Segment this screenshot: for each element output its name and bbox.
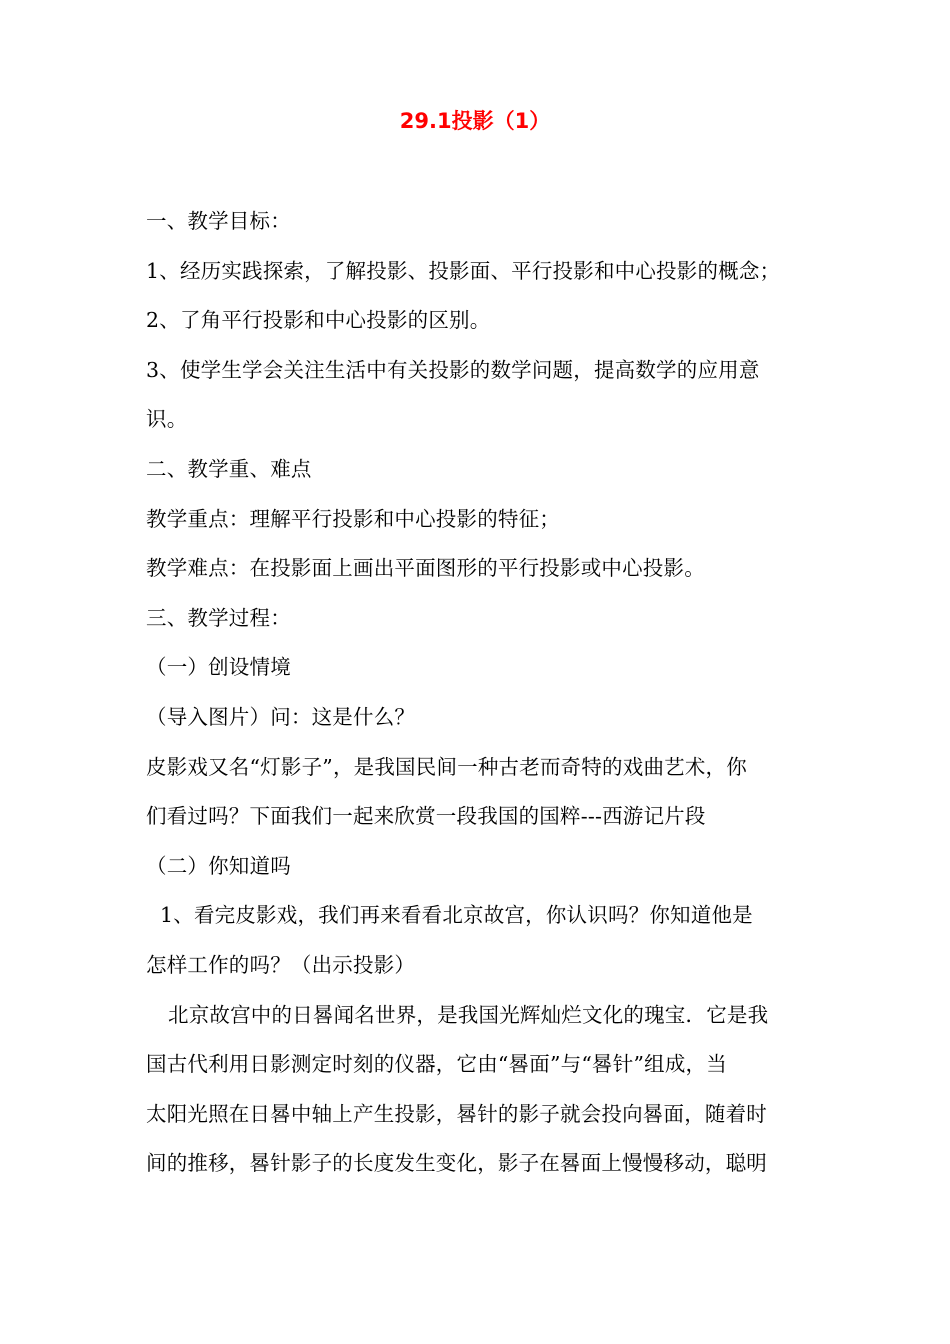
paragraph-line: （导入图片）问：这是什么？ [146, 704, 416, 729]
key-point-difficulty: 教学难点：在投影面上画出平面图形的平行投影或中心投影。 [146, 556, 705, 581]
subsection-heading-scenario: （一）创设情境 [146, 655, 291, 680]
paragraph-line: 皮影戏又名“灯影子”，是我国民间一种古老而奇特的戏曲艺术，你 [146, 754, 747, 779]
objective-item-3-cont: 识。 [146, 407, 188, 432]
document-title: 29.1投影（1） [399, 109, 551, 133]
paragraph-line: 间的推移，晷针影子的长度发生变化，影子在晷面上慢慢移动，聪明 [146, 1151, 767, 1176]
document-body [146, 205, 816, 1197]
paragraph-line: 北京故宫中的日晷闻名世界，是我国光辉灿烂文化的瑰宝．它是我 [168, 1002, 769, 1027]
objective-item-3: 3、使学生学会关注生活中有关投影的数学问题，提高数学的应用意 [146, 357, 760, 382]
paragraph-line: 们看过吗？下面我们一起来欣赏一段我国的国粹---西游记片段 [146, 804, 706, 829]
paragraph-line: 太阳光照在日晷中轴上产生投影，晷针的影子就会投向晷面，随着时 [146, 1101, 767, 1126]
subsection-heading-did-you-know: （二）你知道吗 [146, 853, 291, 878]
section-heading-process: 三、教学过程： [146, 605, 291, 630]
section-heading-key-points: 二、教学重、难点 [146, 456, 312, 481]
objective-item-1: 1、经历实践探索，了解投影、投影面、平行投影和中心投影的概念； [146, 258, 781, 283]
section-heading-objectives: 一、教学目标： [146, 209, 291, 233]
objective-item-2: 2、了角平行投影和中心投影的区别。 [146, 308, 491, 333]
key-point-focus: 教学重点：理解平行投影和中心投影的特征； [146, 506, 560, 531]
paragraph-line: 怎样工作的吗？（出示投影） [146, 952, 416, 977]
paragraph-line: 国古代利用日影测定时刻的仪器，它由“晷面”与“晷针”组成，当 [146, 1052, 727, 1077]
paragraph-line: 1、看完皮影戏，我们再来看看北京故宫，你认识吗？你知道他是 [160, 903, 753, 928]
